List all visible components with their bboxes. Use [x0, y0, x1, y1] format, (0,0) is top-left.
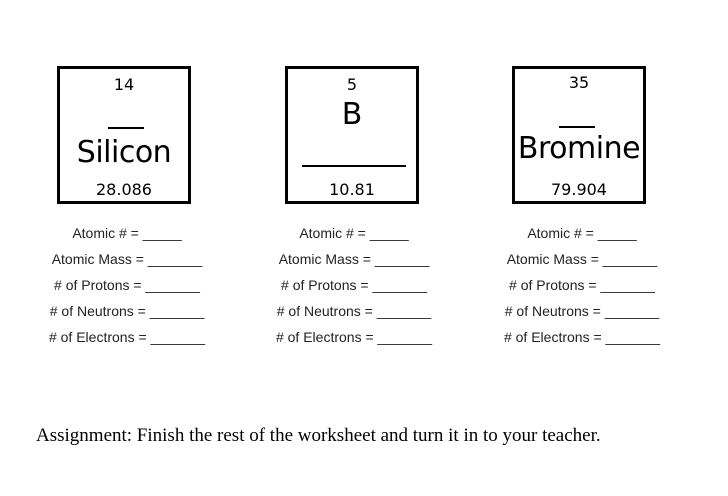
neutrons-field: # of Neutrons = _______ [49, 303, 205, 319]
assignment-text: Assignment: Finish the rest of the worksheet and turn it in to your teacher. [36, 425, 601, 446]
neutrons-field: # of Neutrons = _______ [504, 303, 660, 319]
fields-silicon [27, 220, 227, 350]
atomic-mass: 10.81 [329, 180, 375, 199]
protons-field: # of Protons = _______ [509, 277, 655, 293]
atomic-number-field: Atomic # = _____ [527, 225, 637, 241]
element-card-bromine [512, 66, 646, 204]
element-name: Bromine [517, 131, 641, 166]
atomic-mass-field: Atomic Mass = _______ [51, 251, 203, 267]
electrons-field: # of Electrons = _______ [275, 329, 433, 345]
atomic-mass-field: Atomic Mass = _______ [278, 251, 430, 267]
atomic-number: 35 [568, 73, 590, 92]
atomic-number: 5 [346, 75, 358, 94]
atomic-number: 14 [113, 75, 135, 94]
element-card-boron [285, 66, 419, 204]
name-blank-line [302, 165, 406, 167]
element-card-silicon [57, 66, 191, 204]
atomic-mass-field: Atomic Mass = _______ [506, 251, 658, 267]
atomic-mass: 79.904 [551, 180, 607, 199]
element-name: Silicon [76, 135, 172, 170]
element-symbol: B [341, 97, 363, 132]
atomic-number-field: Atomic # = _____ [72, 225, 182, 241]
fields-boron [254, 220, 454, 350]
symbol-blank-line [108, 127, 144, 129]
fields-bromine [482, 220, 682, 350]
electrons-field: # of Electrons = _______ [503, 329, 661, 345]
neutrons-field: # of Neutrons = _______ [276, 303, 432, 319]
atomic-mass: 28.086 [96, 180, 152, 199]
protons-field: # of Protons = _______ [281, 277, 427, 293]
symbol-blank-line [559, 126, 595, 128]
electrons-field: # of Electrons = _______ [48, 329, 206, 345]
atomic-number-field: Atomic # = _____ [299, 225, 409, 241]
protons-field: # of Protons = _______ [54, 277, 200, 293]
